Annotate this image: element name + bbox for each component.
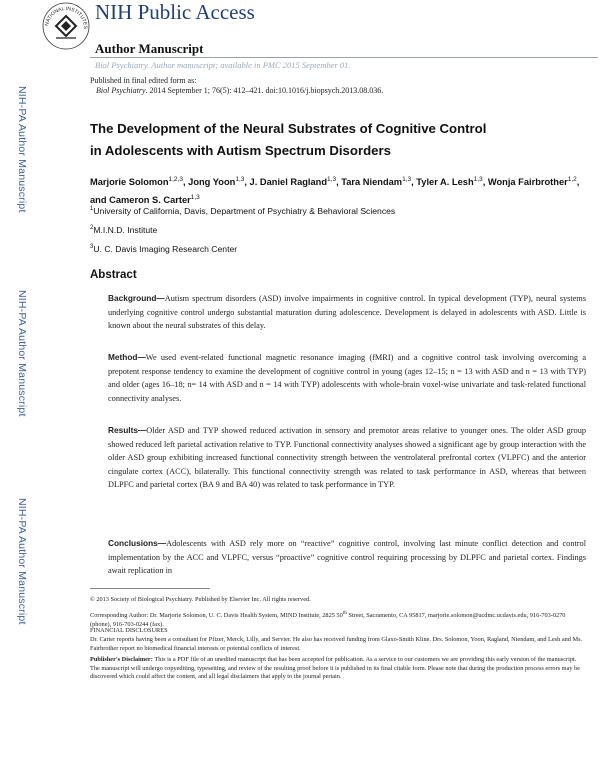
author-affiliation-mark: 1,2 — [567, 176, 577, 183]
author-separator: , — [182, 177, 189, 188]
author-separator: , — [336, 177, 342, 188]
conclusions-text: Adolescents with ASD rely more on “reactive” cognitive control, involving last minute conflict detection and control implementation by the ACC and VLPFC, versus “proactive” cognitive control requiring processing by DLPFC and parietal cortex. Findings await replication in — [108, 539, 586, 575]
author-separator: , — [244, 177, 250, 188]
paper-title-line-1: The Development of the Neural Substrates of Cognitive Control — [90, 121, 487, 136]
paper-title — [90, 118, 580, 162]
footnote-divider — [90, 588, 210, 589]
affiliation-mark: 2 — [90, 225, 94, 232]
author-name: Wonja Fairbrother — [487, 177, 568, 188]
author-affiliation-mark: 1,3 — [190, 194, 200, 202]
author-name: Cameron S. Carter — [109, 195, 191, 206]
abstract-conclusions — [108, 537, 586, 579]
publication-details: . 2014 September 1; 76(5): 412–421. doi:10.1016/j.biopsych.2013.08.036. — [145, 86, 384, 95]
affiliation — [90, 244, 237, 254]
financial-disclosures-heading: FINANCIAL DISCLOSURES — [90, 627, 168, 634]
disclaimer-text: This is a PDF file of an unedited manuscript that has been accepted for publication. As a service to our customers we are providing this early version of the manuscript. The manuscript will undergo copyediting, typesetting, and review of the resulting proof before it is published in its final citable form. Please note that during the production process errors may be discovered which could affect the content, and all legal disclaimers that apply to the journal pertain. — [90, 656, 581, 681]
author-list — [90, 172, 590, 208]
method-text: We used event-related functional magnetic resonance imaging (fMRI) and a cognitive control task involving overcoming a prepotent response tendency to examine the development of cognitive control in young (ages 12–15; n = 13 with ASD and n = 13 with TYP) and older (ages 16–18; n= 14 with ASD and n = 14 with TYP) adolescents with whole-brain voxel-wise univariate and task-related functional connectivity analyses. — [108, 353, 586, 403]
header-subtitle: Author Manuscript — [95, 41, 204, 56]
author-affiliation-mark: 1,3 — [473, 176, 483, 183]
affiliation-mark: 1 — [90, 206, 94, 213]
results-label: Results— — [108, 425, 147, 435]
ordinal-suffix: th — [342, 610, 347, 616]
side-label-top: NIH-PA Author Manuscript — [16, 86, 28, 213]
author-separator: , — [482, 177, 488, 188]
disclaimer-label: Publisher's Disclaimer: — [90, 656, 155, 663]
author-name: Marjorie Solomon — [90, 177, 169, 188]
background-text: Autism spectrum disorders (ASD) involve impairments in cognitive control. In typical development (TYP), neural systems underlying cognitive control undergo substantial maturation during adolescence. Development is delayed in adolescents with ASD. Little is known about the neural substrates of this delay. — [108, 294, 586, 330]
abstract-method — [108, 351, 586, 405]
affiliation-text: U. C. Davis Imaging Research Center — [93, 244, 238, 254]
financial-disclosures-text: Dr. Carter reports having been a consultant for Pfizer, Merck, Lilly, and Servier. He also has received funding from Glaxo-Smith Kline. Drs. Solomon, Yoon, Ragland, Niendam, and Lesh and Ms. Fairbrother report no biomedical financial interests or potential conflicts of interest. — [90, 636, 583, 652]
publication-journal: Biol Psychiatry — [96, 86, 146, 95]
corresponding-author-contact: Street, Sacramento, CA 95817, marjorie.solomon@ucdmc.ucdavis.edu, 916-703-0270 (phone), 916-703-0244 (fax). — [90, 612, 566, 628]
side-label-bottom: NIH-PA Author Manuscript — [16, 498, 28, 625]
author-separator: , — [411, 177, 417, 188]
corresponding-author-text: Corresponding Author: Dr. Marjorie Solomon, U. C. Davis Health System, MIND Institute, 2825 50 — [90, 612, 343, 620]
author-affiliation-mark: 1,3 — [327, 176, 337, 183]
svg-text:NATIONAL INSTITUTES OF HEALTH: NATIONAL INSTITUTES — [44, 5, 89, 30]
author-separator: , and — [90, 177, 580, 206]
affiliation-mark: 3 — [90, 244, 94, 251]
abstract-heading: Abstract — [90, 269, 137, 281]
paper-title-line-2: in Adolescents with Autism Spectrum Disorders — [90, 143, 391, 158]
header-title: NIH Public Access — [95, 0, 255, 24]
publisher-disclaimer — [90, 656, 586, 682]
header-journal-note: . Author manuscript; available in PMC 2015 September 01. — [147, 60, 351, 70]
results-text: Older ASD and TYP showed reduced activation in sensory and premotor areas relative to younger ones. The older ASD group showed reduced left parietal activation relative to TYP. Functional connectivity analyses showed a significant age by group interaction with the older ASD group exhibiting increased functional connectivity strength between the ventrolateral prefrontal cortex (VLPFC) and the anterior cingulate cortex (ACC), bilaterally. This functional connectivity strength was related to task performance in ASD, whereas that between DLPFC and parietal cortex (BA 9 and BA 40) was related to task performance in TYP. — [108, 426, 586, 489]
author-name: Tyler A. Lesh — [416, 177, 474, 188]
conclusions-label: Conclusions— — [108, 538, 167, 548]
copyright-notice: © 2013 Society of Biological Psychiatry. Published by Elsevier Inc. All rights reserved. — [90, 596, 311, 603]
header-divider — [90, 57, 598, 58]
author-affiliation-mark: 1,3 — [402, 176, 412, 183]
affiliation-text: University of California, Davis, Department of Psychiatry & Behavioral Sciences — [93, 206, 396, 216]
header-availability-note — [95, 60, 351, 70]
affiliation — [90, 206, 395, 216]
affiliation — [90, 225, 157, 235]
author-affiliation-mark: 1,2,3 — [168, 176, 183, 183]
abstract-background — [108, 292, 586, 333]
abstract-results — [108, 424, 586, 492]
nih-seal-logo — [42, 2, 90, 50]
author-name: Tara Niendam — [341, 177, 403, 188]
header-journal-name: Biol Psychiatry — [95, 60, 148, 70]
author-name: J. Daniel Ragland — [249, 177, 328, 188]
background-label: Background— — [108, 293, 165, 303]
author-name: Jong Yoon — [188, 177, 236, 188]
published-in-label: Published in final edited form as: — [90, 76, 197, 85]
method-label: Method— — [108, 352, 146, 362]
publication-citation — [96, 86, 383, 95]
author-affiliation-mark: 1,3 — [235, 176, 245, 183]
side-label-middle: NIH-PA Author Manuscript — [16, 290, 28, 417]
affiliation-text: M.I.N.D. Institute — [93, 225, 158, 235]
